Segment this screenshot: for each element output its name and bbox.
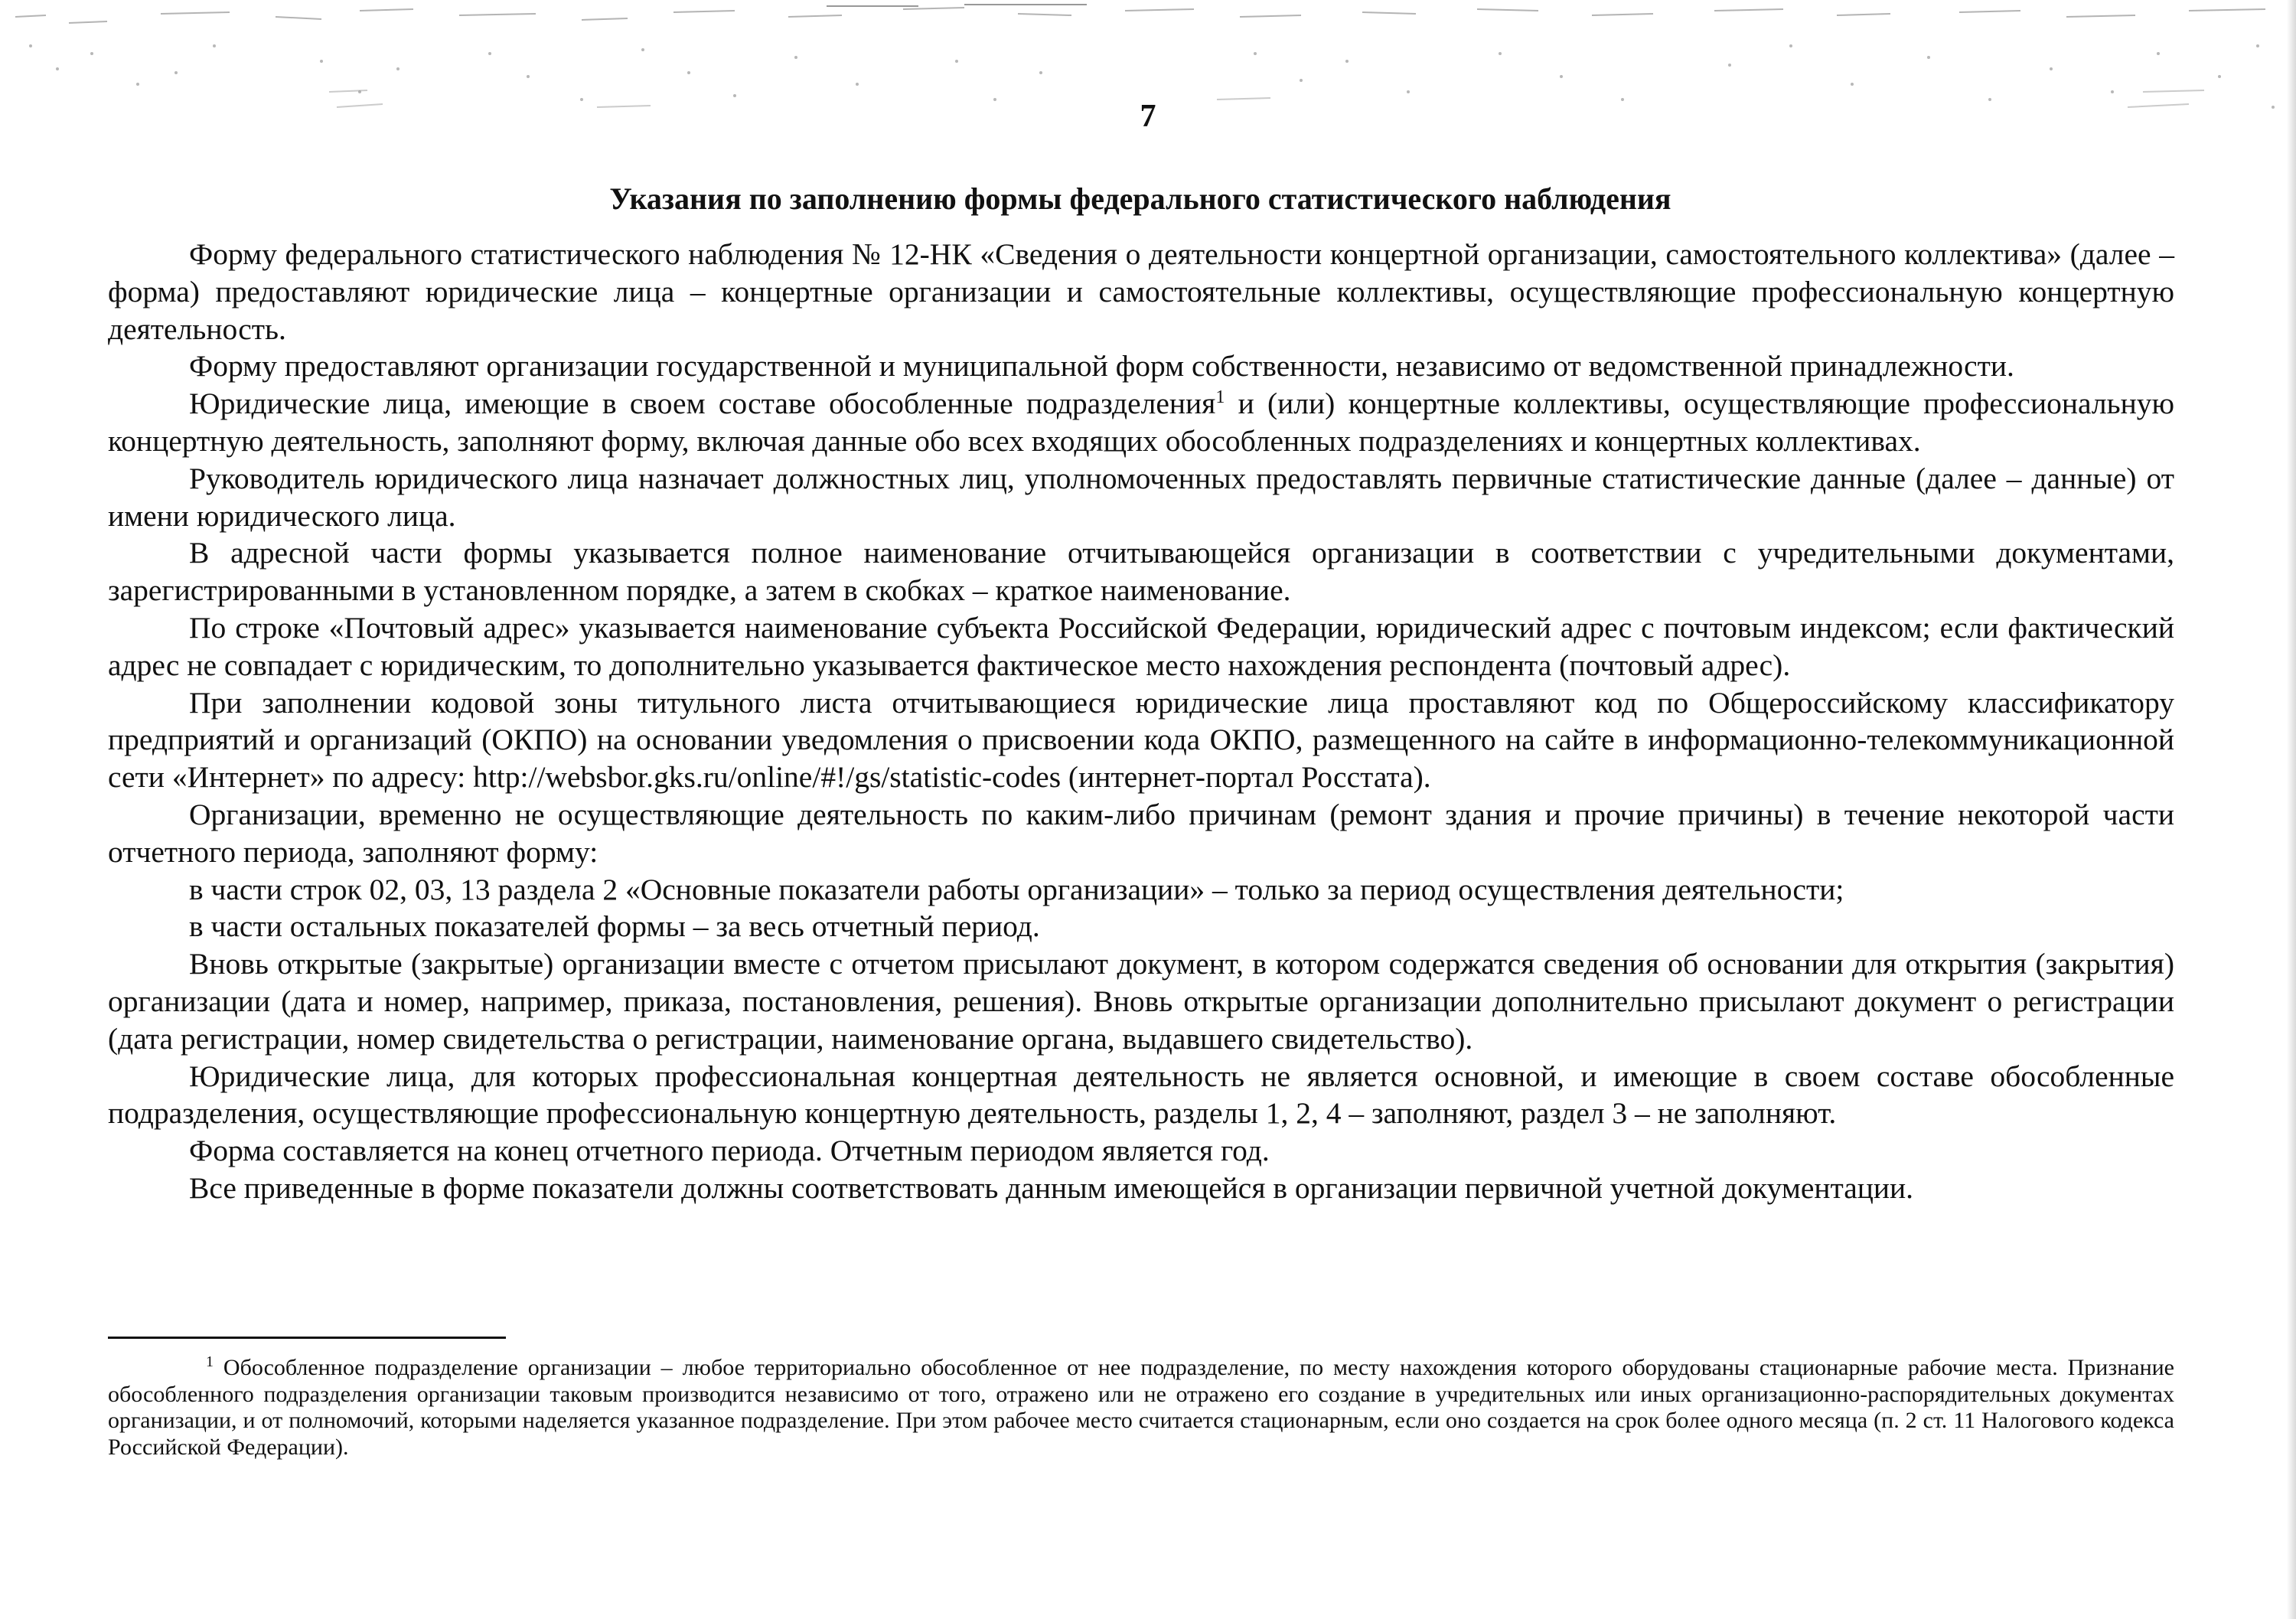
paragraph-temporarily-inactive: Организации, временно не осуществляющие деятельность по каким-либо причинам (ремонт здания и прочие причины) в течение некоторой части отчетного периода, заполняют форму: <box>108 797 2174 869</box>
paragraph-primary-documentation: Все приведенные в форме показатели должны соответствовать данным имеющейся в организации первичной учетной документации. <box>189 1170 1914 1205</box>
footnote-text: Обособленное подразделение организации – любое территориально обособленное от нее подразделение, по месту нахождения которого оборудованы стационарные рабочие места. Признание обособленного подразделения организации таковым производится независимо от того, отражено или не отражено его создание в учредительных или иных организационно-распорядительных документах организации, и от полномочий, которыми наделяется указанное подразделение. При этом рабочее место считается стационарным, если оно создается на срок более одного месяца (п. 2 ст. 11 Налогового кодекса Российской Федерации). <box>108 1355 2175 1460</box>
paragraph-postal-address: По строке «Почтовый адрес» указывается наименование субъекта Российской Федерации, юридический адрес с почтовым индексом; если фактический адрес не совпадает с юридическим, то дополнительно указывается фактическое место нахождения респондента (почтовый адрес). <box>108 610 2174 682</box>
paragraph-separate-units <box>108 385 2174 460</box>
paragraph-separate-units-start: Юридические лица, имеющие в своем составе обособленные подразделения <box>189 387 1216 421</box>
footnote-divider <box>108 1337 506 1339</box>
paragraph-new-closed-organizations: Вновь открытые (закрытые) организации вместе с отчетом присылают документ, в котором содержатся сведения об основании для открытия (закрытия) организации (дата и номер, например, приказа, постановления, решения). Вновь открытые организации дополнительно присылают документ о регистрации (дата регистрации, номер свидетельства о регистрации, наименование органа, выдавшего свидетельство). <box>108 947 2174 1056</box>
paragraph-head-appoints: Руководитель юридического лица назначает должностных лиц, уполномоченных предоставлять первичные статистические данные (далее – данные) от имени юридического лица. <box>108 461 2174 533</box>
page-edge-shadow <box>2287 0 2296 1619</box>
paragraph-other-indicators: в части остальных показателей формы – за весь отчетный период. <box>189 909 1040 944</box>
paragraph-rows-02-03-13: в части строк 02, 03, 13 раздела 2 «Основные показатели работы организации» – только за период осуществления деятельности; <box>189 872 1844 906</box>
footnote-reference: 1 <box>1215 387 1225 408</box>
paragraph-address-part: В адресной части формы указывается полное наименование отчитывающейся организации в соответствии с учредительными документами, зарегистрированными в установленном порядке, а затем в скобках – краткое наименование. <box>108 536 2174 608</box>
paragraph-okpo-code: При заполнении кодовой зоны титульного листа отчитывающиеся юридические лица проставляют код по Общероссийскому классификатору предприятий и организаций (ОКПО) на основании уведомления о присвоении кода ОКПО, размещенного на сайте в информационно-телекоммуникационной сети «Интернет» по адресу: http://websbor.gks.ru/online/#!/gs/statistic-codes (интернет-портал Росстата). <box>108 685 2174 795</box>
footnote <box>108 1355 2174 1461</box>
paragraph-form-submitters: Форму федерального статистического наблюдения № 12-НК «Сведения о деятельности концертной организации, самостоятельного коллектива» (далее – форма) предоставляют юридические лица – концертные организации и самостоятельные коллективы, осуществляющие профессиональную концертную деятельность. <box>108 237 2174 346</box>
paragraph-non-core-activity: Юридические лица, для которых профессиональная концертная деятельность не является основной, и имеющие в своем составе обособленные подразделения, осуществляющие профессиональную концертную деятельность, разделы 1, 2, 4 – заполняют, раздел 3 – не заполняют. <box>108 1059 2174 1131</box>
footnote-marker: 1 <box>206 1353 214 1370</box>
page-title: Указания по заполнению формы федерального статистического наблюдения <box>609 181 1671 216</box>
paragraph-ownership: Форму предоставляют организации государственной и муниципальной форм собственности, независимо от ведомственной принадлежности. <box>189 349 2014 384</box>
paragraph-separate-units-end: и (или) концертные коллективы, осуществляющие профессиональную концертную деятельность, заполняют форму, включая данные обо всех входящих обособленных подразделениях и концертных коллективах. <box>108 387 2174 458</box>
page-number: 7 <box>1140 99 1156 134</box>
instructions-body <box>108 236 2174 1207</box>
paragraph-reporting-period: Форма составляется на конец отчетного периода. Отчетным периодом является год. <box>189 1134 1270 1168</box>
